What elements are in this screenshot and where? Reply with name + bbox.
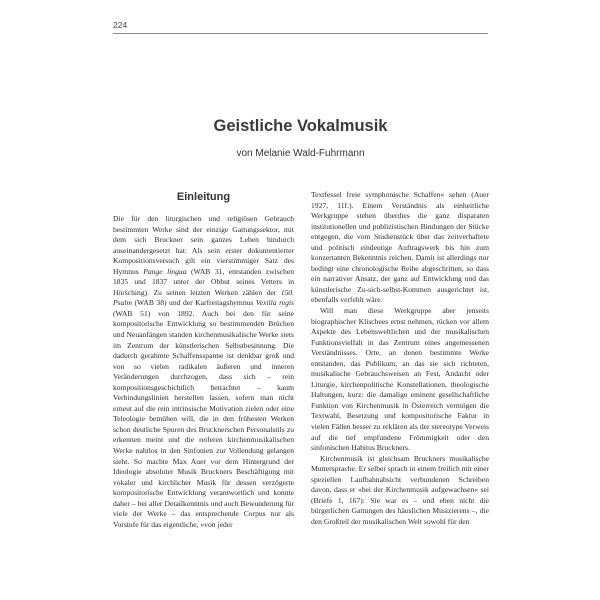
chapter-title: Geistliche Vokalmusik: [213, 117, 388, 135]
text-run: (WAB 51) von 1892. Auch bei den für seine kompositorische Entwicklung so bestimmenden Brüchen und Neuanfängen standen kirchenmusikalische Werke stets im Zentrum der künstlerischen Selbstbesinnung. Die dadurch gerahmte Schaffensspanne ist denkbar groß und von so vielen radikalen äußeren und inneren Veränderungen durchzogen, dass sich – rein kompositionsgeschichtlich betrachtet – kaum Verbindungslinien herstellen lassen, sofern man nicht erneut auf die rein intrinsische Motivation zielen oder eine Teleologie bemühen will, die in den frühesten Werken schon deutliche Spuren des Brucknerschen Personalstils zu erkennen meint und die reiferen kirchenmusikalischen Werke nahtlos in den Sinfonien zur Vollendung gelangen sieht. So machte Max Auer vor dem Hintergrund der Ideologie absoluter Musik Bruckners Beschäftigung mit vokaler und kirchlicher Musik für dessen verzögerte kompositorische Entwicklung verantwortlich und konnte daher – bei aller Detailkenntnis und auch Bewunderung für viele der Werke – das entsprechende Corpus nur als Vorstufe für das eigentliche, »von jeder: [113, 308, 294, 529]
text-run: (WAB 31, entstanden zwischen 1835 und 1837 unter der Obhut seines Vetters in Hörsching). Zu seinen letzten Werken zählen der: [113, 266, 294, 297]
paragraph: Will man diese Werkgruppe aber jenseits biographischer Klischees ernst nehmen, rücken vor allem Aspekte des Lebensweltlichen und der musikalischen Funktionsvielfalt in das Zentrum eines angemessenen Verständnisses. Orte, an denen bestimmte Werke entstanden, das Publikum, an das sie sich richteten, musikalische Gebrauchsweisen an Fest, Andacht oder Liturgie, kirchenpolitische Konstellationen, theologische Haltungen, kurz: die damalige eminent gesellschaftliche Funktion von Kirchenmusik in Österreich vermögen die Textwahl, Besetzung und kompositorische Faktur in vielen Fällen besser zu erklären als der stereotype Verweis auf die tief empfundene Frömmigkeit oder den sinfonischen Habitus Bruckners.: [311, 306, 489, 453]
paragraph: Kirchenmusik ist gleichsam Bruckners musikalische Muttersprache. Er selber sprach in einem freilich mit einer speziellen Laufbahnabsicht verbundenen Schreiben davon, dass er »bei der Kirchenmusik aufgewachsen« sei (Briefe 1, 167): Sie war es – und eben nicht die bürgerlichen Gattungen des häuslichen Musizierens –, die den Großteil der musikalischen Welt sowohl für den: [311, 453, 489, 526]
page-number: 224: [113, 20, 128, 30]
work-title-pange-lingua: Pange lingua: [143, 266, 187, 276]
paragraph-continued: Textfessel freie symphonische Schaffen« sehen (Auer 1927, 11f.). Einem Verständnis als einheitliche Werkgruppe stehen überdies die ganz disparaten institutionellen und publizistischen Bindungen der Stücke entgegen, die vom Studienstück über das zeitverhaftete und politisch eindeutige Auftragswerk bis hin zum konzertanten Bekenntnis reichen. Damit ist allerdings nur bedingt eine chronologische Reihe abgeschritten, so dass ein narrativer Ansatz, der ganz auf Entwicklung und das künstlerische Zu-sich-selbst-Kommen ausgerichtet ist, ebenfalls verfehlt wäre.: [311, 190, 489, 305]
right-column: [311, 190, 489, 528]
text-run: (WAB 38) und der Karfreitagshymnus: [131, 298, 256, 308]
running-header: [113, 20, 488, 34]
left-column: [113, 191, 294, 530]
text-run: Die für den liturgischen und religiösen Gebrauch bestimmten Werke sind der einzige Gattungssektor, mit dem sich Bruckner sein ganzes Leben hindurch auseinandergesetzt hat: Als sein erster dokumentierter Kompositionsversuch gilt ein vierstimmiger Satz des Hymnus: [113, 214, 294, 276]
work-title-psalm: 150. Psalm: [113, 287, 294, 308]
work-title-vexilla-regis: Vexilla regis: [255, 298, 294, 308]
section-heading: Einleitung: [176, 191, 231, 203]
paragraph: [113, 214, 294, 530]
chapter-author: von Melanie Wald-Fuhrmann: [236, 148, 365, 159]
